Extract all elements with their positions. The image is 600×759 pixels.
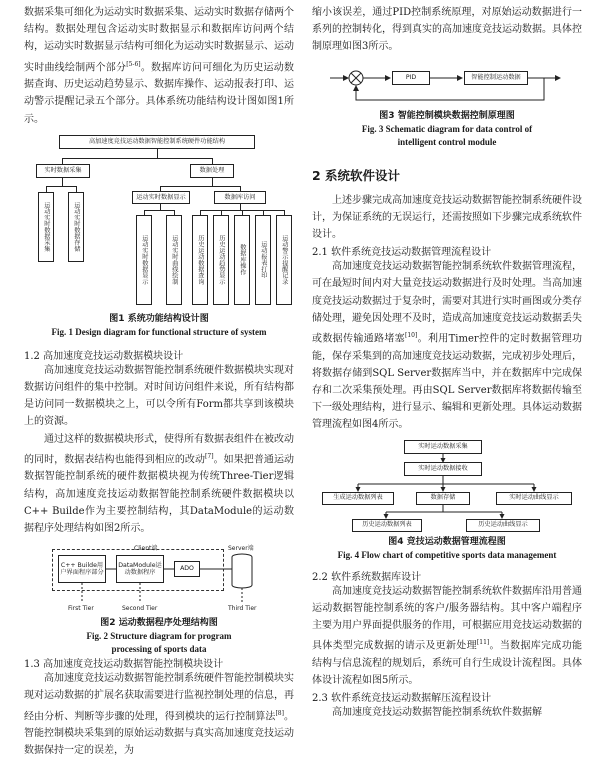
- fig3-control-box: 智能控制运动数据: [464, 71, 528, 85]
- section-2-1-heading: 2.1 软件系统竞技运动数据管理流程设计: [312, 247, 492, 259]
- fig2-dm-box: DataModule运动数据程序: [116, 555, 164, 583]
- fig4-box-store: 数据存储: [416, 492, 470, 505]
- fig1-box-db-op: 数据库操作: [234, 215, 250, 305]
- fig1-box-db-access: 数据库访问: [214, 191, 266, 204]
- fig1-box-hist-query: 历史运动数据查询: [192, 215, 208, 305]
- fig1-box-process: 数据处理: [190, 164, 234, 178]
- paragraph: 高加速度竞技运动数据智能控制系统软件数据库沿用普通运动数据智能控制系统的客户/服务器结构。其中客户端程序主要为用户界面提供服务的作用，可根据应用竞技运动数据的具体类型完成数据的请示及更新处理[11]。当数据库完成功能结构与信息流程的规划后，系统可自行生成设计流程图。具体体设计流程如图5所示。: [312, 585, 583, 686]
- fig1-box-rt-show: 运动实时数据显示: [136, 215, 152, 305]
- right-column: [312, 0, 582, 721]
- fig3-diagram: [312, 60, 582, 112]
- fig3-pid-box: PID: [392, 71, 430, 85]
- figure-2: [24, 541, 294, 655]
- fig1-box-rt-store: 运动实时数据存储: [68, 192, 84, 262]
- figure-3-caption: 图3 智能控制模块数据控制原理图 Fig. 3 Schematic diagram for data control of intelligent control module: [361, 110, 533, 147]
- fig4-box-hist-list: 历史运动数据列表: [352, 519, 422, 532]
- left-column: [24, 0, 294, 759]
- section-2-3-heading: 2.3 软件系统竞技运动数据解压流程设计: [312, 693, 492, 705]
- figure-2-caption: 图2 运动数据程序处理结构图 Fig. 2 Structure diagram for program processing of sports data: [86, 618, 232, 655]
- section-2-heading: 2 系统软件设计: [312, 167, 401, 183]
- fig4-box-curve: 实时运动曲线显示: [496, 492, 572, 505]
- second-tier-label: Second Tier: [122, 605, 158, 613]
- section-1-3-heading: 1.3 高加速度竞技运动数据智能控制模块设计: [24, 659, 224, 671]
- third-tier-label: Third Tier: [228, 605, 257, 613]
- fig2-cpp-box: C++ Builde用户界面程序部分: [58, 555, 106, 583]
- fig1-box-collect: 实时数据采集: [36, 164, 90, 178]
- figure-1-caption: 图1 系统功能结构设计图 Fig. 1 Design diagram for functional structure of system: [51, 313, 267, 337]
- fig1-box-hist-trend: 历史运动趋势显示: [213, 215, 229, 305]
- paragraph: 数据采集可细化为运动实时数据采集、运动实时数据存储两个结构。数据处理包含运动实时数据显示和数据库访问两个结构，运动实时数据显示结构可细化为运动实时数据显示、运动实时曲线绘制两个部分[5-6]。数据库访问可细化为历史运动数据查询、历史运动趋势显示、数据库操作、运动报表打印、运动警示提醒记录五个部分。具体系统功能结构设计图如图1所示。: [24, 7, 295, 125]
- fig1-box-rt-collect: 运动实时数据采集: [38, 192, 54, 262]
- fig1-box-alert: 运动警示提醒记录: [276, 215, 292, 305]
- figure-1: [24, 131, 294, 345]
- fig4-box-collect: 实时运动数据采集: [404, 440, 482, 454]
- paragraph: 高加速度竞技运动数据智能控制系统软件数据管理流程，可在最短时间内对大量竞技运动数据进行及时处理。当高加速度竞技运动数据过于复杂时，需要对其进行实时画图或分类存储处理，避免因处理不及时，造成高加速度竞技运动数据丢失或数据传输通路堵塞[10]。利用Timer控件的定时数据管理功能，保存采集到的高加速度竞技运动数据，完成初步处理后，将数据存储到SQL Server数据库当中，并在数据库中完成保存和二次采集预处理。再由SQL Server数据库将数据传输至下一级处理结构，进行显示、编辑和更新处理。具体运动数据管理流程如图4所示。: [312, 261, 582, 431]
- paragraph: 缩小该误差，通过PID控制系统原理，对原始运动数据进行一系列的控制转化，得到真实的高加速度竞技运动数据。具体控制原理如图3所示。: [312, 7, 582, 53]
- section-2-2-heading: 2.2 软件系统数据库设计: [312, 571, 422, 583]
- fig1-box-rt-curve: 运动实时曲线绘制: [166, 215, 182, 305]
- paragraph: 通过这样的数据模块形式，使得所有数据表组件在被改动的同时，数据表结构也能得到相应的改动[7]。如果把普通运动数据智能控制系统的硬件数据模块视为传统Three-Tier逻辑结构，高加速度竞技运动数据智能控制系统硬件数据模块以C++ Builde作为主要控制结构，其DataModule的运动数据程序处理结构如图2所示。: [24, 433, 295, 534]
- fig4-box-list: 生成运动数据列表: [322, 492, 394, 505]
- fig1-root-box: 高加速度竞技运动数据智能控制系统硬件功能结构: [59, 135, 255, 149]
- figure-4: [312, 436, 582, 564]
- first-tier-label: First Tier: [68, 605, 94, 613]
- client-label: Client端: [134, 545, 158, 553]
- figure-4-caption: 图4 竞技运动数据管理流程图 Fig. 4 Flow chart of competitive sports data management: [337, 536, 557, 560]
- section-1-2-heading: 1.2 高加速度竞技运动数据模块设计: [24, 350, 184, 362]
- paragraph: 上述步骤完成高加速度竞技运动数据智能控制系统硬件设计，为保证系统的无误运行，还需按照如下步骤完成系统软件设计。: [312, 194, 582, 241]
- fig1-box-report: 运动报表打印: [255, 215, 271, 305]
- fig2-ado-box: ADO: [174, 561, 200, 577]
- paragraph: 高加速度竞技运动数据智能控制系统硬件数据模块实现对数据访问组件的集中控制。对时间访问组件来说，所有结构都是访问同一数据模块之上，可以令所有Form都共享到该模块上的资源。: [24, 364, 294, 428]
- figure-3: [312, 60, 582, 150]
- paragraph: 高加速度竞技运动数据智能控制系统软件数据解: [332, 707, 542, 719]
- paragraph: 高加速度竞技运动数据智能控制系统硬件智能控制模块实现对运动数据的扩展名获取需要进行监视控制处理的信息，再经由分析、判断等步骤的处理，得到模块的运行控制算法[8]。智能控制模块采集到的原始运动数据与真实高加速度竞技运动数据保持一定的误差，为: [24, 673, 295, 757]
- fig1-box-rt-display: 运动实时数据显示: [132, 191, 190, 204]
- fig4-box-receive: 实时运动数据接收: [404, 462, 482, 476]
- server-label: Server端: [228, 545, 254, 553]
- fig4-box-hist-curve: 历史运动曲线显示: [466, 519, 540, 532]
